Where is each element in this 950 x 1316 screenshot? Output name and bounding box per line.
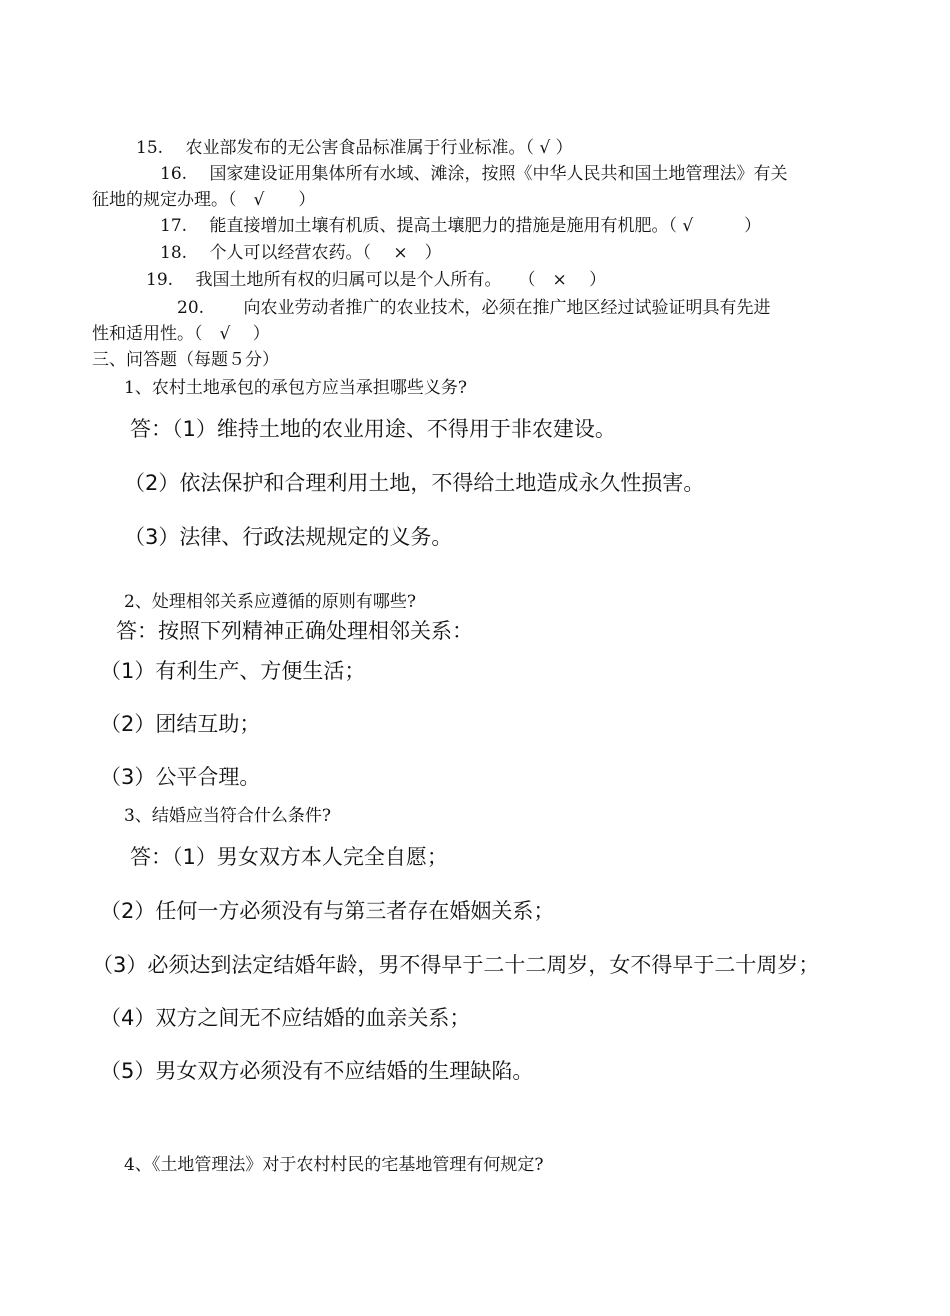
answer-2-intro: 答：按照下列精神正确处理相邻关系：: [116, 619, 473, 643]
answer-2-item-2: （2）团结互助；: [100, 712, 261, 736]
answer-3-item-3: （3）必须达到法定结婚年龄，男不得早于二十二周岁，女不得早于二十周岁；: [92, 953, 820, 977]
answer-3-item-2: （2）任何一方必须没有与第三者存在婚姻关系；: [100, 899, 555, 923]
question-1: 1、农村土地承包的承包方应当承担哪些义务?: [124, 378, 467, 398]
answer-1-item-3: （3）法律、行政法规规定的义务。: [124, 525, 453, 549]
answer-3-item-4: （4）双方之间无不应结婚的血亲关系；: [100, 1006, 471, 1030]
truefalse-item-18: 18. 个人可以经营农药。（ × ）: [160, 243, 442, 263]
truefalse-item-16-line2: 征地的规定办理。（ √ ）: [92, 190, 316, 210]
truefalse-item-17: 17. 能直接增加土壤有机质、提高土壤肥力的措施是施用有机肥。（ √ ）: [160, 216, 762, 236]
truefalse-item-20-line1: 20. 向农业劳动者推广的农业技术，必须在推广地区经过试验证明具有先进: [177, 298, 771, 318]
truefalse-item-20-line2: 性和适用性。（ √ ）: [92, 324, 270, 344]
question-2: 2、处理相邻关系应遵循的原则有哪些?: [124, 592, 416, 612]
answer-1-item-1: 答：（1）维持土地的农业用途、不得用于非农建设。: [130, 417, 616, 441]
question-3: 3、结婚应当符合什么条件?: [124, 806, 331, 826]
answer-2-item-3: （3）公平合理。: [100, 765, 261, 789]
answer-3-item-5: （5）男女双方必须没有不应结婚的生理缺陷。: [100, 1059, 534, 1083]
truefalse-item-19: 19. 我国土地所有权的归属可以是个人所有。 （ × ）: [146, 270, 607, 290]
answer-1-item-2: （2）依法保护和合理利用土地，不得给土地造成永久性损害。: [124, 471, 705, 495]
answer-2-item-1: （1）有利生产、方便生活；: [100, 659, 366, 683]
section-heading: 三、问答题（每题５分）: [92, 350, 279, 370]
truefalse-item-16-line1: 16. 国家建设证用集体所有水域、滩涂，按照《中华人民共和国土地管理法》有关: [160, 164, 788, 184]
truefalse-item-15: 15. 农业部发布的无公害食品标准属于行业标准。（ √ ）: [136, 138, 573, 158]
question-4: 4、《土地管理法》对于农村村民的宅基地管理有何规定?: [124, 1155, 544, 1175]
answer-3-item-1: 答：（1）男女双方本人完全自愿；: [130, 845, 448, 869]
